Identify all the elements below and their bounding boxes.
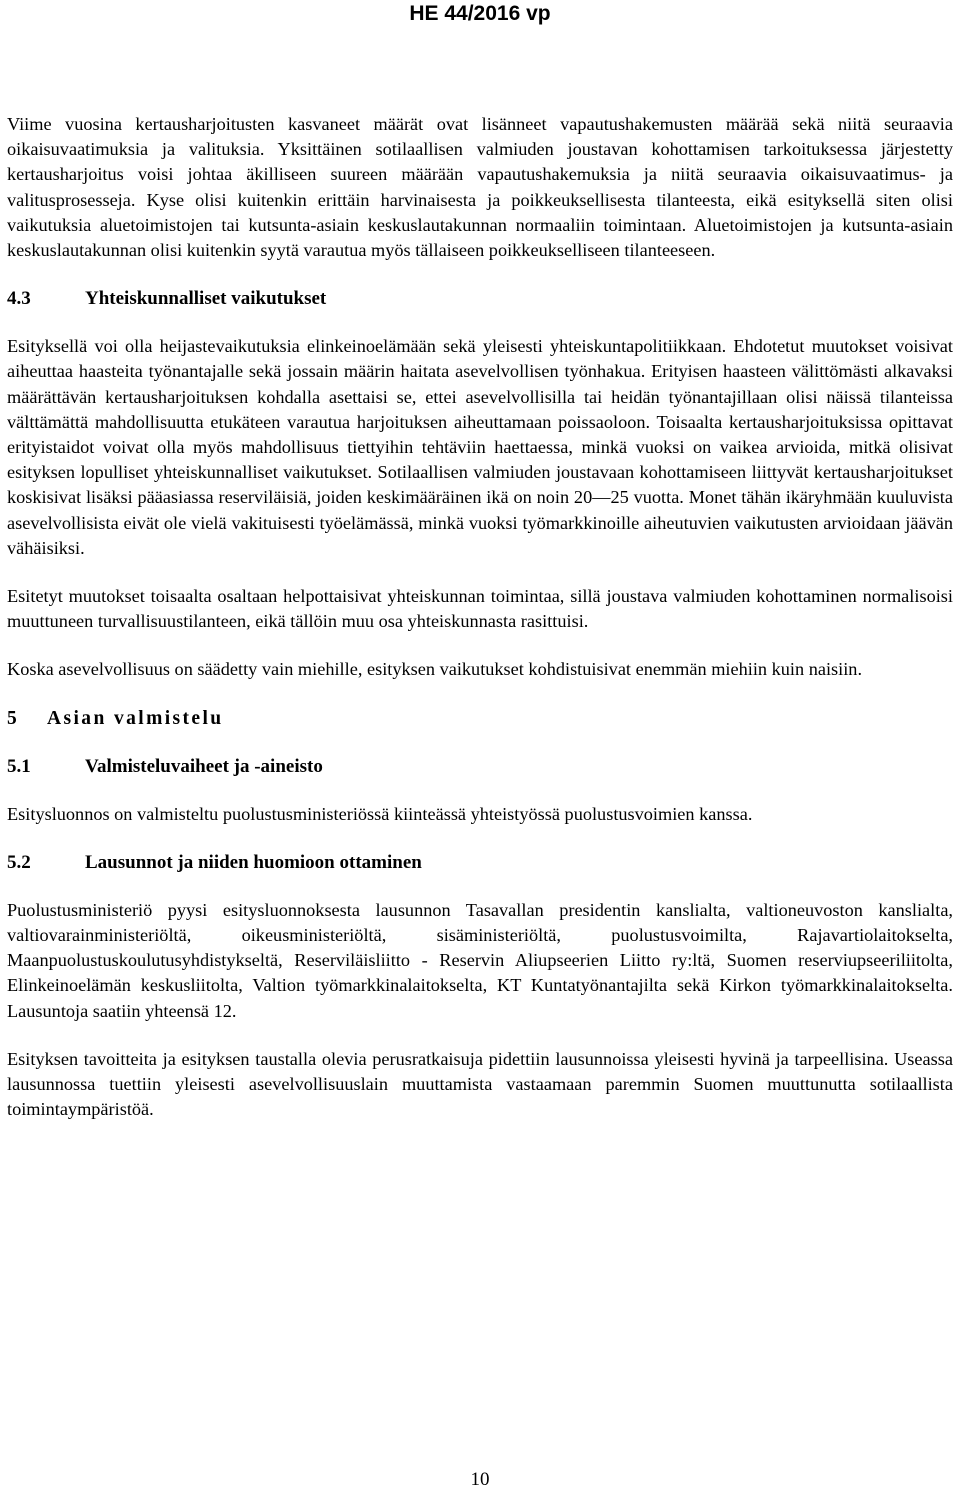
section-heading-5-1: [7, 754, 953, 779]
section-number: 5.2: [7, 851, 31, 873]
chapter-number: 5: [7, 707, 20, 729]
paragraph-statements-requested: Puolustusministeriö pyysi esitysluonnoksesta lausunnon Tasavallan presidentin kanslialta, valtioneuvoston kanslialta, valtiovarainministeriöltä, oikeusministeriöltä, sisäministeriöltä, puolustusvoimilta, Rajavartiolaitokselta, Maanpuolustuskoulutusyhdistykseltä, Reserviläisliitto - Reservin Aliupseerien Liitto ry:ltä, Suomen reserviupseeriliitolta, Elinkeinoelämän keskusliitolta, Valtion työmarkkinalaitokselta, KT Kuntatyönantajilta sekä Kirkon työmarkkinalaitokselta. Lausuntoja saatiin yhteensä 12.: [7, 899, 953, 1021]
section-title: Lausunnot ja niiden huomioon ottaminen: [85, 851, 422, 873]
paragraph-exemption-applications: Viime vuosina kertausharjoitusten kasvaneet määrät ovat lisänneet vapautushakemusten määrää sekä niitä seuraavia oikaisuvaatimuksia ja valituksia. Yksittäinen sotilaallisen valmiuden joustavan kohottamisen tarkoituksessa järjestetty kertausharjoitus voisi johtaa äkilliseen suureen määrään vapautushakemuksia ja niitä seuraavia oikaisuvaatimus- ja valitusprosesseja. Kyse olisi kuitenkin erittäin harvinaisesta ja poikkeuksellisesta tilanteesta, eikä esityksellä siten olisi vaikutuksia aluetoimistojen tai kutsunta-asiain keskuslautakunnan normaaliin toimintaan. Aluetoimistojen ja kutsunta-asiain keskuslautakunnan olisi kuitenkin syytä varautua myös tällaiseen poikkeukselliseen tilanteeseen.: [7, 114, 953, 261]
paragraph-gender-effects: Koska asevelvollisuus on säädetty vain miehille, esityksen vaikutukset kohdistuisivat enemmän miehiin kuin naisiin.: [7, 659, 863, 680]
document-header: HE 44/2016 vp: [409, 2, 551, 25]
chapter-heading-5: [7, 706, 953, 731]
document-body: [7, 112, 953, 1122]
paragraph-society-functioning: Esitetyt muutokset toisaalta osaltaan helpottaisivat yhteiskunnan toimintaa, sillä joustava valmiuden kohottaminen normalisoisi muuttuneen turvallisuustilanteen, eikä tällöin muu osa yhteiskunnasta rasittuisi.: [7, 586, 953, 632]
section-heading-5-2: [7, 850, 953, 875]
chapter-title: Asian valmistelu: [47, 707, 224, 729]
section-heading-4-3: [7, 286, 953, 311]
section-number: 5.1: [7, 755, 31, 777]
section-number: 4.3: [7, 288, 31, 310]
section-title: Valmisteluvaiheet ja -aineisto: [85, 755, 323, 777]
page-number: 10: [470, 1469, 490, 1490]
paragraph-societal-effects: Esityksellä voi olla heijastevaikutuksia elinkeinoelämään sekä yleisesti yhteiskuntapolitiikkaan. Ehdotetut muutokset voisivat aiheuttaa haasteita työnantajalle sekä jossain määrin haitata asevelvollisen työnhakua. Erityisen haasteen välittömästi alkavaksi määrättävän kertausharjoituksen kohdalla asettaisi se, ettei asevelvollisilla tai heidän työnantajillaan olisi näissä tilanteissa välttämättä mahdollisuutta etukäteen varautua harjoituksen aiheuttamaan poissaoloon. Toisaalta kertausharjoituksissa opittavat erityistaidot voivat olla myös mahdollisuus tiettyihin tehtäviin haettaessa, minkä vuoksi on vaikea arvioida, mitkä olisivat esityksen lopulliset yhteiskunnalliset vaikutukset. Sotilaallisen valmiuden joustavaan kohottamiseen liittyvät kertausharjoitukset koskisivat lisäksi pääasiassa reserviläisiä, joiden keskimääräinen ikä on noin 20—25 vuotta. Monet tähän ikäryhmään kuuluvista asevelvollisista eivät ole vielä vakituisesti työelämässä, minkä vuoksi työmarkkinoille aiheutuvien vaikutusten arvioidaan jäävän vähäisiksi.: [7, 336, 953, 558]
paragraph-preparation: Esitysluonnos on valmisteltu puolustusministeriössä kiinteässä yhteistyössä puolustusvoimien kanssa.: [7, 803, 753, 824]
paragraph-statements-summary: Esityksen tavoitteita ja esityksen taustalla olevia perusratkaisuja pidettiin lausunnoissa yleisesti hyvinä ja tarpeellisina. Useassa lausunnossa tuettiin yleisesti asevelvollisuuslain muuttamista vastaamaan paremmin Suomen muuttunutta sotilaallista toimintaympäristöä.: [7, 1048, 953, 1120]
section-title: Yhteiskunnalliset vaikutukset: [85, 288, 327, 310]
